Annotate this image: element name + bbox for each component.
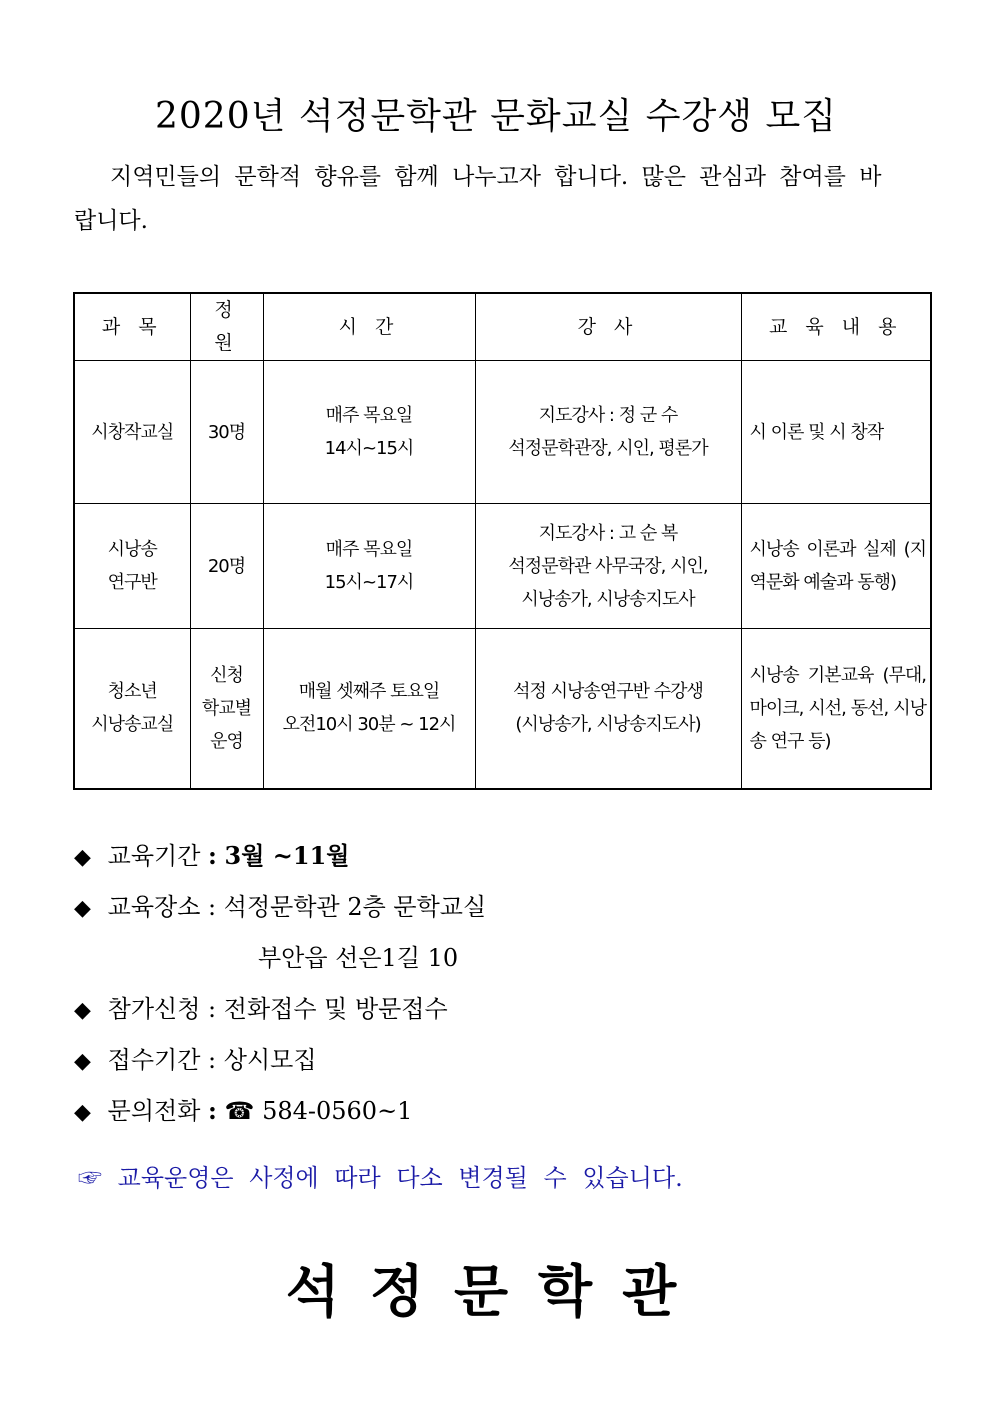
info-place — [74, 887, 486, 922]
cell-time — [263, 361, 475, 504]
info-value: 584-0560~1 — [262, 1097, 413, 1125]
cell-capacity — [190, 504, 263, 629]
info-place-address: 부안읍 선은1길 10 — [258, 944, 459, 972]
cell-time — [263, 504, 475, 629]
info-value: 3월 ~11월 — [224, 841, 350, 870]
cell-line: 청소년 — [107, 681, 157, 703]
diamond-icon: ◆ — [74, 1100, 91, 1125]
cell-line: 지도강사 : 정 군 수 — [538, 405, 678, 426]
table-row — [74, 629, 931, 789]
table-header-row — [74, 293, 931, 361]
cell-line: 지도강사 : 고 순 복 — [538, 522, 678, 544]
schedule-table — [73, 292, 932, 790]
cell-instructor — [475, 361, 741, 504]
cell-line: 15시~17시 — [324, 572, 414, 593]
cell-capacity — [190, 629, 263, 789]
diamond-icon: ◆ — [74, 998, 91, 1023]
cell-line: (시낭송가, 시낭송지도사) — [515, 714, 701, 736]
cell-subject — [74, 361, 190, 504]
cell-line: 14시~15시 — [324, 438, 414, 459]
info-value: 석정문학관 2층 문학교실 — [223, 893, 487, 921]
cell-capacity — [190, 361, 263, 504]
info-label: 접수기간 — [107, 1046, 201, 1074]
page-title: 2020년 석정문학관 문화교실 수강생 모집 — [154, 96, 838, 137]
cell-subject — [74, 504, 190, 629]
cell-line: 석정문학관장, 시인, 평론가 — [508, 438, 708, 459]
cell-line: 시낭송 — [107, 539, 157, 560]
header-instructor: 강 사 — [475, 293, 741, 361]
cell-line: 시창작교실 — [91, 421, 174, 443]
cell-line: 학교별 — [201, 697, 252, 719]
cell-line: 운영 — [210, 730, 243, 752]
cell-line: 신청 — [210, 664, 243, 686]
cell-line: 매주 목요일 — [325, 539, 413, 560]
info-separator: : — [208, 841, 217, 870]
info-separator: : — [208, 1096, 217, 1125]
header-time: 시 간 — [263, 293, 475, 361]
cell-line: 시낭송교실 — [91, 714, 174, 736]
footer-organization: 석정문학관 — [285, 1259, 707, 1325]
diamond-icon: ◆ — [74, 896, 91, 921]
info-phone — [74, 1091, 412, 1126]
info-value: 전화접수 및 방문접수 — [223, 995, 448, 1023]
cell-line: 30명 — [207, 421, 246, 443]
header-content: 교 육 내 용 — [741, 293, 931, 361]
cell-content: 시 이론 및 시 창작 — [741, 361, 931, 504]
info-period — [74, 836, 349, 871]
notice — [78, 1158, 683, 1193]
info-label: 교육기간 — [107, 842, 201, 870]
info-receipt — [74, 1040, 317, 1075]
cell-subject — [74, 629, 190, 789]
intro-paragraph: 지역민들의 문학적 향유를 함께 나누고자 합니다. 많은 관심과 참여를 바랍니다. — [74, 164, 882, 234]
table-row — [74, 504, 931, 629]
diamond-icon: ◆ — [74, 845, 91, 870]
info-label: 참가신청 — [107, 995, 201, 1023]
info-separator: : — [208, 1046, 217, 1074]
info-value: 상시모집 — [223, 1046, 317, 1074]
header-capacity: 정 원 — [190, 293, 263, 361]
cell-line: 석정 시낭송연구반 수강생 — [513, 681, 703, 703]
cell-content: 시낭송 이론과 실제 (지역문화 예술과 동행) — [741, 504, 931, 629]
info-label: 문의전화 — [107, 1097, 201, 1125]
diamond-icon: ◆ — [74, 1049, 91, 1074]
info-separator: : — [208, 995, 217, 1023]
cell-line: 연구반 — [107, 572, 157, 593]
info-apply — [74, 989, 448, 1024]
cell-line: 매주 목요일 — [325, 405, 413, 426]
pointing-hand-icon: ☞ — [78, 1164, 102, 1192]
info-label: 교육장소 — [107, 893, 201, 921]
table-row — [74, 361, 931, 504]
header-subject: 과 목 — [74, 293, 190, 361]
cell-line: 20명 — [207, 555, 246, 577]
cell-line: 석정문학관 사무국장, 시인, — [508, 555, 708, 577]
cell-instructor — [475, 504, 741, 629]
cell-line: 매월 셋째주 토요일 — [298, 681, 440, 703]
cell-instructor — [475, 629, 741, 789]
cell-content: 시낭송 기본교육 (무대, 마이크, 시선, 동선, 시낭송 연구 등) — [741, 629, 931, 789]
cell-time — [263, 629, 475, 789]
info-separator: : — [208, 893, 217, 921]
cell-line: 오전10시 30분 ~ 12시 — [282, 714, 456, 736]
cell-line: 시낭송가, 시낭송지도사 — [521, 588, 695, 610]
phone-icon: ☎ — [224, 1097, 255, 1125]
notice-text: 교육운영은 사정에 따라 다소 변경될 수 있습니다. — [117, 1164, 683, 1192]
